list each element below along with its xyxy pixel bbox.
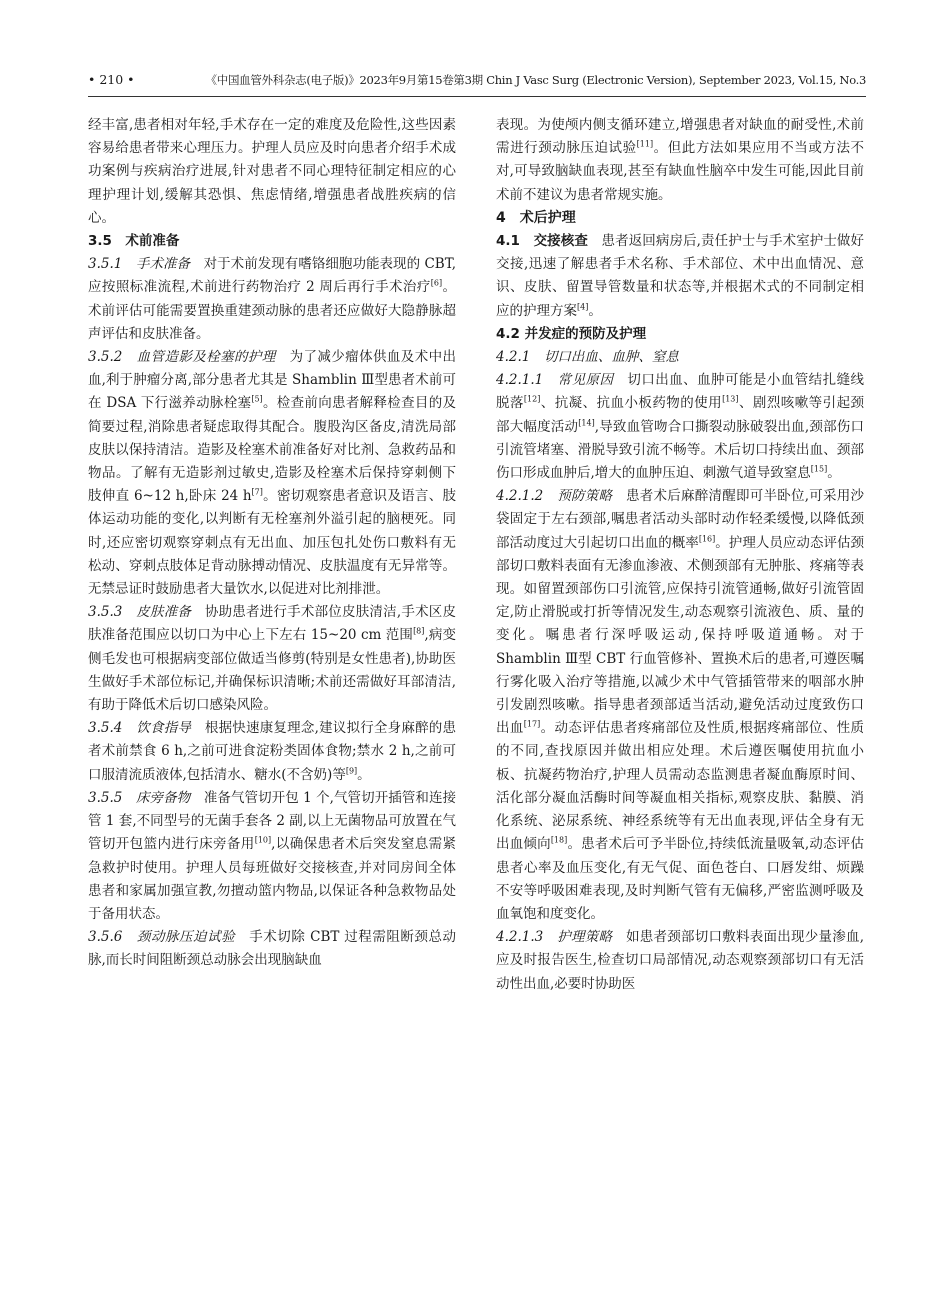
subheading-3-5-1: 3.5.1 手术准备 — [88, 256, 191, 273]
ref-8: [8] — [413, 626, 425, 636]
paragraph-3-5-5: 3.5.5 床旁备物 准备气管切开包 1 个,气管切开插管和连接管 1 套,不同型号的无菌手套各 2 副,以上无菌物品可放置在气管切开包篮内进行床旁备用[10],以确保患者术后突发窒息需紧急救护时使用。护理人员每班做好交接核查,并对同房间全体患者和家属加强宣教,勿擅动篮内物品,以保证各种急救物品处于备用状态。 — [88, 789, 457, 922]
ref-12: [12] — [523, 394, 541, 404]
subheading-3-5-6: 3.5.6 颈动脉压迫试验 — [88, 929, 236, 946]
ref-17: [17] — [523, 719, 541, 729]
ref-18: [18] — [550, 835, 568, 845]
ref-14: [14] — [578, 418, 595, 428]
heading-4-2: 4.2 并发症的预防及护理 — [496, 325, 647, 342]
paragraph-3-5-4: 3.5.4 饮食指导 根据快速康复理念,建议拟行全身麻醉的患者术前禁食 6 h,之前可进食淀粉类固体食物;禁水 2 h,之前可口服清流质液体,包括清水、糖水(不含奶)等[9]。 — [88, 720, 456, 783]
header-rule — [88, 96, 866, 97]
subheading-3-5-4: 3.5.4 饮食指导 — [88, 720, 192, 737]
ref-9: [9] — [345, 766, 358, 776]
subheading-3-5-5: 3.5.5 床旁备物 — [88, 789, 191, 806]
ref-10: [10] — [254, 835, 272, 845]
ref-5: [5] — [251, 394, 263, 404]
subheading-4-1: 4.1 交接核查 — [496, 233, 588, 250]
paragraph-3-5-6: 3.5.6 颈动脉压迫试验 手术切除 CBT 过程需阻断颈总动脉,而长时间阻断颈总动脉会出现脑缺血 — [88, 929, 457, 969]
paragraph-4-2-1-3: 4.2.1.3 护理策略 如患者颈部切口敷料表面出现少量渗血,应及时报告医生,检查切口局部情况,动态观察颈部切口有无活动性出血,必要时协助医 — [496, 929, 865, 992]
paragraph-continued-right: 表现。为使颅内侧支循环建立,增强患者对缺血的耐受性,术前需进行颈动脉压迫试验[11]。但此方法如果应用不当或方法不对,可导致脑缺血表现,甚至有缺血性脑卒中发生可能,因此目前术前不建议为患者常规实施。 — [496, 117, 865, 203]
ref-13: [13] — [722, 394, 739, 404]
left-column — [88, 114, 456, 973]
heading-3-5: 3.5 术前准备 — [88, 233, 180, 250]
paragraph-3-5-3: 3.5.3 皮肤准备 协助患者进行手术部位皮肤清洁,手术区皮肤准备范围应以切口为中心上下左右 15~20 cm 范围[8],病变侧毛发也可根据病变部位做适当修剪(特别是女性患者),协助医生做好手术部位标记,并确保标识清晰;术前还需做好耳部清洁,有助于降低术后切口感染风险。 — [88, 604, 456, 714]
ref-15: [15] — [810, 464, 828, 474]
paragraph-4-2-1-1: 4.2.1.1 常见原因 切口出血、血肿可能是小血管结扎缝线脱落[12]、抗凝、抗血小板药物的使用[13]、剧烈咳嗽等引起颈部大幅度活动[14],导致血管吻合口撕裂动脉破裂出血,颈部伤口引流管堵塞、滑脱导致引流不畅等。术后切口持续出血、颈部伤口形成血肿后,增大的血肿压迫、刺激气道导致窒息[15]。 — [496, 372, 865, 482]
subheading-4-2-1-1: 4.2.1.1 常见原因 — [496, 372, 614, 389]
paragraph-3-5-1: 3.5.1 手术准备 对于术前发现有嗜铬细胞功能表现的 CBT,应按照标准流程,术前进行药物治疗 2 周后再行手术治疗[6]。术前评估可能需要置换重建颈动脉的患者还应做好大隐静脉超声评估和皮肤准备。 — [88, 256, 457, 342]
paragraph-4-1: 4.1 交接核查 患者返回病房后,责任护士与手术室护士做好交接,迅速了解患者手术名称、手术部位、术中出血情况、意识、皮肤、留置导管数量和状态等,并根据术式的不同制定相应的护理方案[4]。 — [496, 233, 865, 319]
paragraph-4-2-1-2: 4.2.1.2 预防策略 患者术后麻醉清醒即可半卧位,可采用沙袋固定于左右颈部,嘱患者活动头部时动作轻柔缓慢,以降低颈部活动度过大引起切口出血的概率[16]。护理人员应动态评估颈部切口敷料表面有无渗血渗液、术侧颈部有无肿胀、疼痛等表现。如留置颈部伤口引流管,应保持引流管通畅,做好引流管固定,防止滑脱或打折等情况发生,动态观察引流液色、质、量的变化。嘱患者行深呼吸运动,保持呼吸道通畅。对于 Shamblin Ⅲ型 CBT 行血管修补、置换术后的患者,可遵医嘱行雾化吸入治疗等措施,以减少术中气管插管带来的咽部水肿引发剧烈咳嗽。指导患者颈部适当活动,避免活动过度致伤口出血[17]。动态评估患者疼痛部位及性质,根据疼痛部位、性质的不同,查找原因并做出相应处理。术后遵医嘱使用抗血小板、抗凝药物治疗,护理人员需动态监测患者凝血酶原时间、活化部分凝血活酶时间等凝血相关指标,观察皮肤、黏膜、消化系统、泌尿系统、神经系统等有无出血表现,评估全身有无出血倾向[18]。患者术后可予半卧位,持续低流量吸氧,动态评估患者心率及血压变化,有无气促、面色苍白、口唇发绀、烦躁不安等呼吸困难表现,及时判断气管有无偏移,严密监测呼吸及血氧饱和度变化。 — [496, 488, 865, 922]
subheading-3-5-2: 3.5.2 血管造影及栓塞的护理 — [88, 349, 276, 366]
ref-7: [7] — [251, 487, 263, 497]
heading-4: 4 术后护理 — [496, 209, 576, 226]
journal-citation: 《中国血管外科杂志(电子版)》2023年9月第15卷第3期 Chin J Vasc Surg (Electronic Version), September 2023, Vol.15, No.3 — [205, 73, 866, 87]
running-header — [88, 70, 866, 90]
paragraph-continued: 经丰富,患者相对年轻,手术存在一定的难度及危险性,这些因素容易给患者带来心理压力。护理人员应及时向患者介绍手术成功案例与疾病治疗进展,针对患者不同心理特征制定相应的心理护理计划,缓解其恐惧、焦虑情绪,增强患者战胜疾病的信心。 — [88, 117, 456, 226]
ref-4: [4] — [577, 302, 589, 312]
ref-11: [11] — [636, 139, 654, 149]
page-number: • 210 • — [88, 72, 135, 87]
heading-4-2-1: 4.2.1 切口出血、血肿、窒息 — [496, 349, 679, 366]
paragraph-3-5-2: 3.5.2 血管造影及栓塞的护理 为了减少瘤体供血及术中出血,利于肿瘤分离,部分患者尤其是 Shamblin Ⅲ型患者术前可在 DSA 下行滋养动脉栓塞[5]。检查前向患者解释检查目的及简要过程,消除患者疑虑取得其配合。腹股沟区备皮,清洗局部皮肤以保持清洁。造影及栓塞术前准备好对比剂、急救药品和物品。了解有无造影剂过敏史,造影及栓塞术后保持穿刺侧下肢伸直 6~12 h,卧床 24 h[7]。密切观察患者意识及语言、肢体运动功能的变化,以判断有无栓塞剂外溢引起的脑梗死。同时,还应密切观察穿刺点有无出血、加压包扎处伤口敷料有无松动、穿刺点肢体足背动脉搏动情况、皮肤温度有无异常等。无禁忌证时鼓励患者大量饮水,以促进对比剂排泄。 — [88, 349, 457, 598]
ref-16: [16] — [698, 534, 716, 544]
subheading-3-5-3: 3.5.3 皮肤准备 — [88, 604, 192, 621]
subheading-4-2-1-2: 4.2.1.2 预防策略 — [496, 488, 613, 505]
subheading-4-2-1-3: 4.2.1.3 护理策略 — [496, 929, 613, 946]
ref-6: [6] — [430, 278, 443, 288]
right-column — [496, 114, 864, 996]
